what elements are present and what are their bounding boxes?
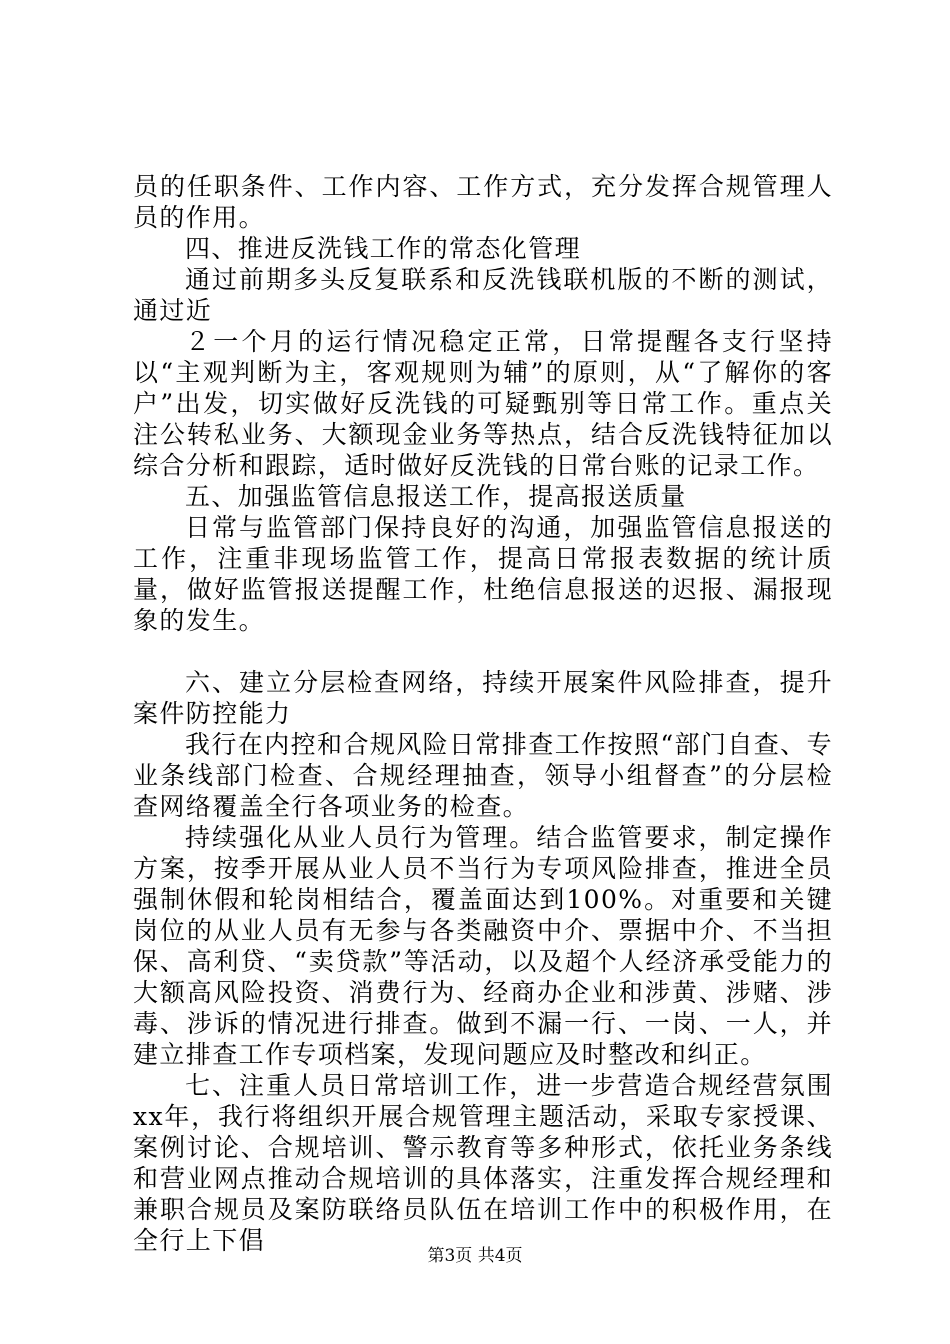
paragraph: ２一个月的运行情况稳定正常，日常提醒各支行坚持以“主观判断为主，客观规则为辅”的原则，从“了解你的客户”出发，切实做好反洗钱的可疑甄别等日常工作。重点关注公转私业务、大额现金业务等热点，结合反洗钱特征加以综合分析和跟踪，适时做好反洗钱的日常台账的记录工作。: [133, 327, 833, 480]
document-body: [133, 171, 833, 1256]
section-heading-7: 七、注重人员日常培训工作，进一步营造合规经营氛围xx年，我行将组织开展合规管理主题活动，采取专家授课、案例讨论、合规培训、警示教育等多种形式，依托业务条线和营业网点推动合规培训的具体落实，注重发挥合规经理和兼职合规员及案防联络员队伍在培训工作中的积极作用，在全行上下倡: [133, 1071, 833, 1255]
paragraph: 通过前期多头反复联系和反洗钱联机版的不断的测试，通过近: [133, 265, 833, 325]
section-heading-6: 六、建立分层检查网络，持续开展案件风险排查，提升案件防控能力: [133, 668, 833, 728]
paragraph: 我行在内控和合规风险日常排查工作按照“部门自查、专业条线部门检查、合规经理抽查，领导小组督查”的分层检查网络覆盖全行各项业务的检查。: [133, 730, 833, 821]
paragraph: 持续强化从业人员行为管理。结合监管要求，制定操作方案，按季开展从业人员不当行为专项风险排查，推进全员强制休假和轮岗相结合，覆盖面达到100%。对重要和关键岗位的从业人员有无参与各类融资中介、票据中介、不当担保、高利贷、“卖贷款”等活动，以及超个人经济承受能力的大额高风险投资、消费行为、经商办企业和涉黄、涉赌、涉毒、涉诉的情况进行排查。做到不漏一行、一岗、一人，并建立排查工作专项档案，发现问题应及时整改和纠正。: [133, 823, 833, 1069]
section-heading-4: 四、推进反洗钱工作的常态化管理: [185, 234, 582, 263]
paragraph-continuation: 员的任职条件、工作内容、工作方式，充分发挥合规管理人员的作用。: [133, 172, 833, 232]
paragraph: 日常与监管部门保持良好的沟通，加强监管信息报送的工作，注重非现场监管工作，提高日常报表数据的统计质量，做好监管报送提醒工作，杜绝信息报送的迟报、漏报现象的发生。: [133, 513, 833, 635]
section-heading-5: 五、加强监管信息报送工作，提高报送质量: [185, 482, 687, 511]
page-number-footer: 第3页 共4页: [427, 1246, 523, 1266]
